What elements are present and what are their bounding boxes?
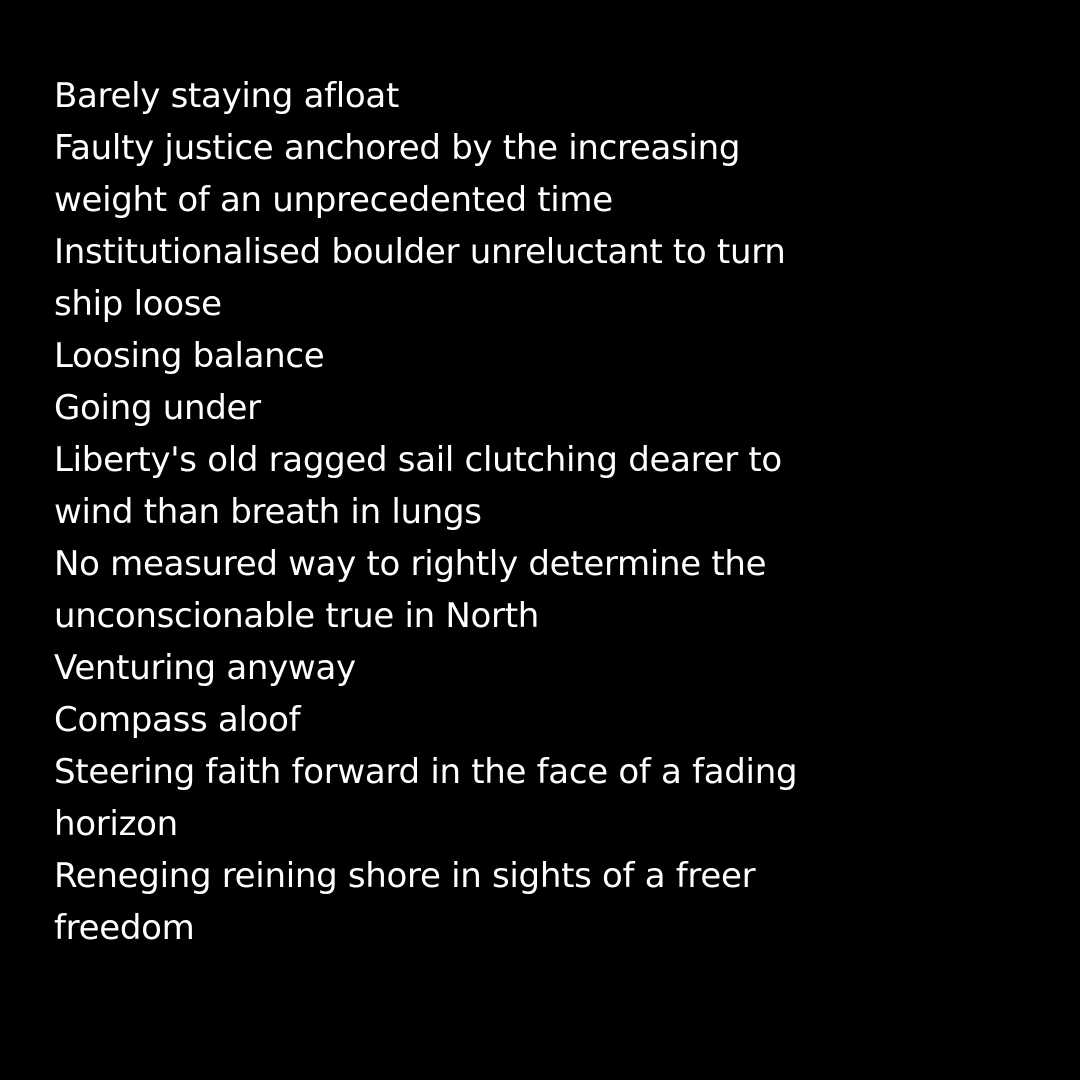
- poem-line: weight of an unprecedented time: [54, 180, 613, 220]
- poem-line: No measured way to rightly determine the: [54, 544, 767, 584]
- poem-text: [54, 70, 1044, 954]
- poem-line: Venturing anyway: [54, 648, 356, 688]
- poem-line: Loosing balance: [54, 336, 325, 376]
- poem-line: ship loose: [54, 284, 222, 324]
- poem-line: wind than breath in lungs: [54, 492, 482, 532]
- poem-line: Going under: [54, 388, 261, 428]
- poem-line: Faulty justice anchored by the increasing: [54, 128, 741, 168]
- poem-line: Reneging reining shore in sights of a freer: [54, 856, 756, 896]
- poem-line: Liberty's old ragged sail clutching dearer to: [54, 440, 782, 480]
- poem-line: Steering faith forward in the face of a fading: [54, 752, 798, 792]
- poem-line: freedom: [54, 908, 195, 948]
- poem-line: Institutionalised boulder unreluctant to turn: [54, 232, 786, 272]
- poem-line: Barely staying afloat: [54, 76, 399, 116]
- poem-line: Compass aloof: [54, 700, 301, 740]
- poem-line: unconscionable true in North: [54, 596, 540, 636]
- poem-line: horizon: [54, 804, 178, 844]
